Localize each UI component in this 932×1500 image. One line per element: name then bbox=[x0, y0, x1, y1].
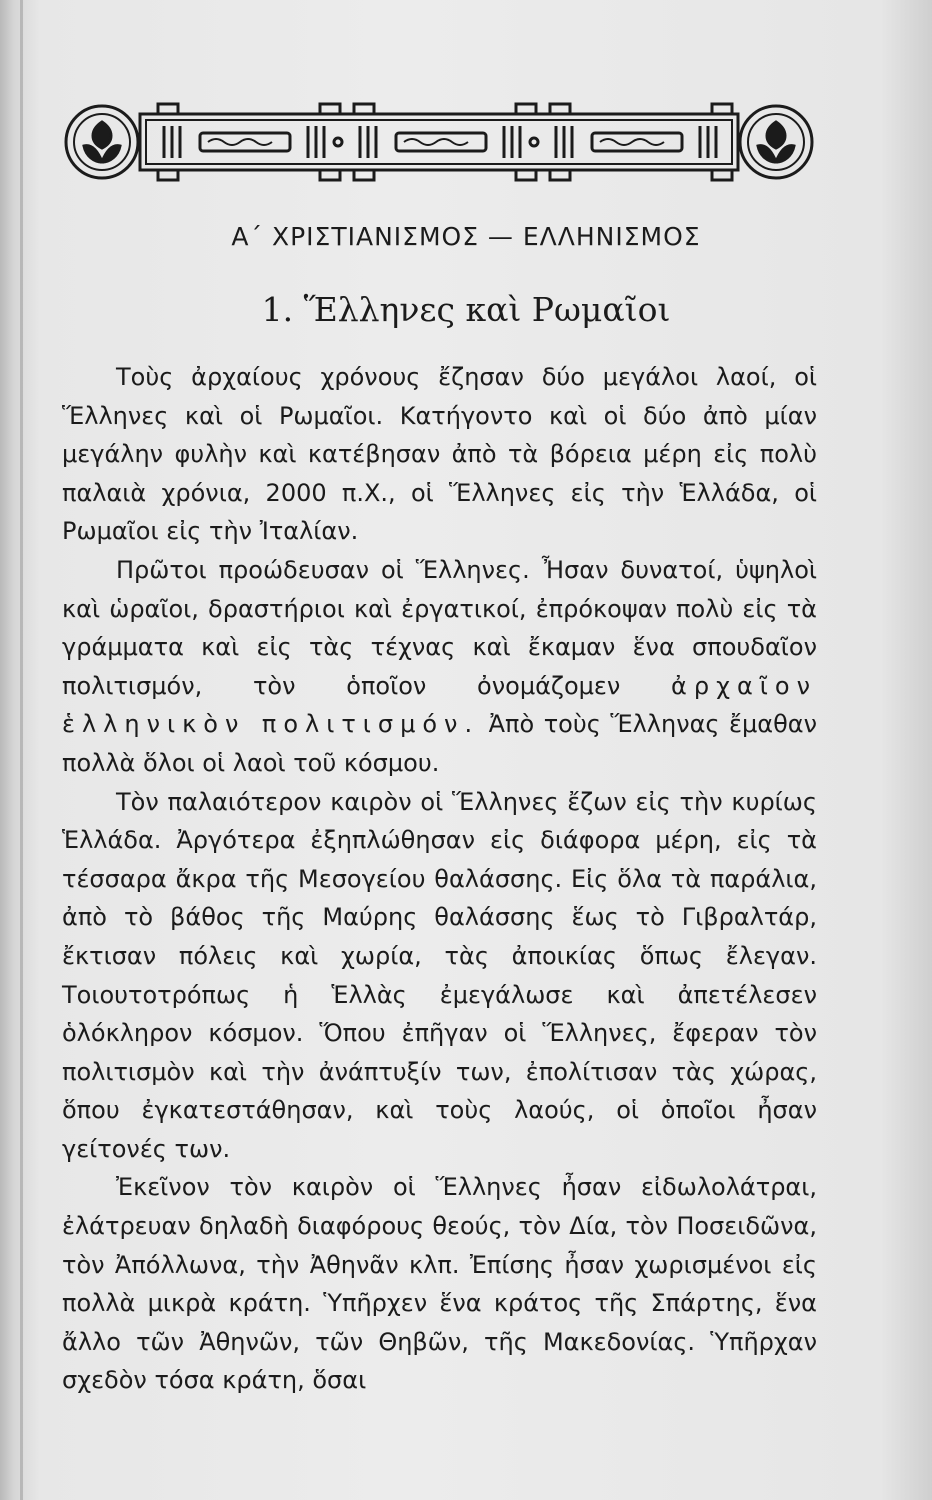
section-title: 1. Ἕλληνες καὶ Ρωμαῖοι bbox=[261, 290, 671, 329]
paragraph-text: Ἀπὸ τοὺς Ἕλληνας ἔμαθαν πολλὰ ὅλοι οἱ λαοὶ τοῦ κόσμου. bbox=[62, 710, 817, 777]
paragraph bbox=[62, 1168, 817, 1400]
decorative-header-ornament bbox=[60, 100, 818, 185]
paragraph bbox=[62, 551, 817, 783]
paragraph-text: Τὸν παλαιότερον καιρὸν οἱ Ἕλληνες ἔζων εἰς τὴν κυρίως Ἑλλάδα. Ἀργότερα ἐξηπλώθησαν εἰς διάφορα μέρη, εἰς τὰ τέσσαρα ἄκρα τῆς Μεσογείου θαλάσσης. Εἰς ὅλα τὰ παράλια, ἀπὸ τὸ βάθος τῆς Μαύρης θαλάσσης ἕως τὸ Γιβραλτάρ, ἔκτισαν πόλεις καὶ χωρία, τὰς ἀποικίας ὅπως ἔλεγαν. Τοιουτοτρόπως ἡ Ἑλλὰς ἐμεγάλωσε καὶ ἀπετέλεσεν ὁλόκληρον κόσμον. Ὅπου ἐπῆγαν οἱ Ἕλληνες, ἔφεραν τὸν πολιτισμὸν καὶ τὴν ἀνάπτυξίν των, ἐπολίτισαν τὰς χώρας, ὅπου ἐγκατεστάθησαν, καὶ τοὺς λαούς, οἱ ὁποῖοι ἦσαν γείτονές των. bbox=[62, 787, 817, 1163]
paragraph-text: Ἐκεῖνον τὸν καιρὸν οἱ Ἕλληνες ἦσαν εἰδωλολάτραι, ἐλάτρευαν δηλαδὴ διαφόρους θεούς, τὸν Δία, τὸν Ποσειδῶνα, τὸν Ἀπόλλωνα, τὴν Ἀθηνᾶν κλπ. Ἐπίσης ἦσαν χωρισμένοι εἰς πολλὰ μικρὰ κράτη. Ὑπῆρχεν ἕνα κράτος τῆς Σπάρτης, ἕνα ἄλλο τῶν Ἀθηνῶν, τῶν Θηβῶν, τῆς Μακεδονίας. Ὑπῆρχαν σχεδὸν τόσα κράτη, ὅσαι bbox=[62, 1173, 817, 1395]
emphasized-phrase: ἀρχαῖον ἑλληνικὸν πολιτισμόν. bbox=[62, 671, 817, 739]
paragraph-text: Τοὺς ἀρχαίους χρόνους ἔζησαν δύο μεγάλοι λαοί, οἱ Ἕλληνες καὶ οἱ Ρωμαῖοι. Κατήγοντο καὶ οἱ δύο ἀπὸ μίαν μεγάλην φυλὴν καὶ κατέβησαν ἀπὸ τὰ βόρεια μέρη εἰς πολὺ παλαιὰ χρόνια, 2000 π.Χ., οἱ Ἕλληνες εἰς τὴν Ἑλλάδα, οἱ Ρωμαῖοι εἰς τὴν Ἰταλίαν. bbox=[62, 363, 817, 546]
paragraph-text: Πρῶτοι προώδευσαν οἱ Ἕλληνες. Ἦσαν δυνατοί, ὑψηλοὶ καὶ ὡραῖοι, δραστήριοι καὶ ἐργατικοί, ἐπρόκοψαν πολὺ εἰς τὰ γράμματα καὶ εἰς τὰς τέχνας καὶ ἔκαμαν ἕνα σπουδαῖον πολιτισμόν, τὸν ὁποῖον ὀνομάζομεν bbox=[62, 555, 817, 700]
paragraph bbox=[62, 358, 817, 551]
chapter-heading: Α΄ ΧΡΙΣΤΙΑΝΙΣΜΟΣ — ΕΛΛΗΝΙΣΜΟΣ bbox=[231, 222, 701, 251]
paragraph bbox=[62, 783, 817, 1169]
body-text bbox=[62, 358, 817, 1400]
